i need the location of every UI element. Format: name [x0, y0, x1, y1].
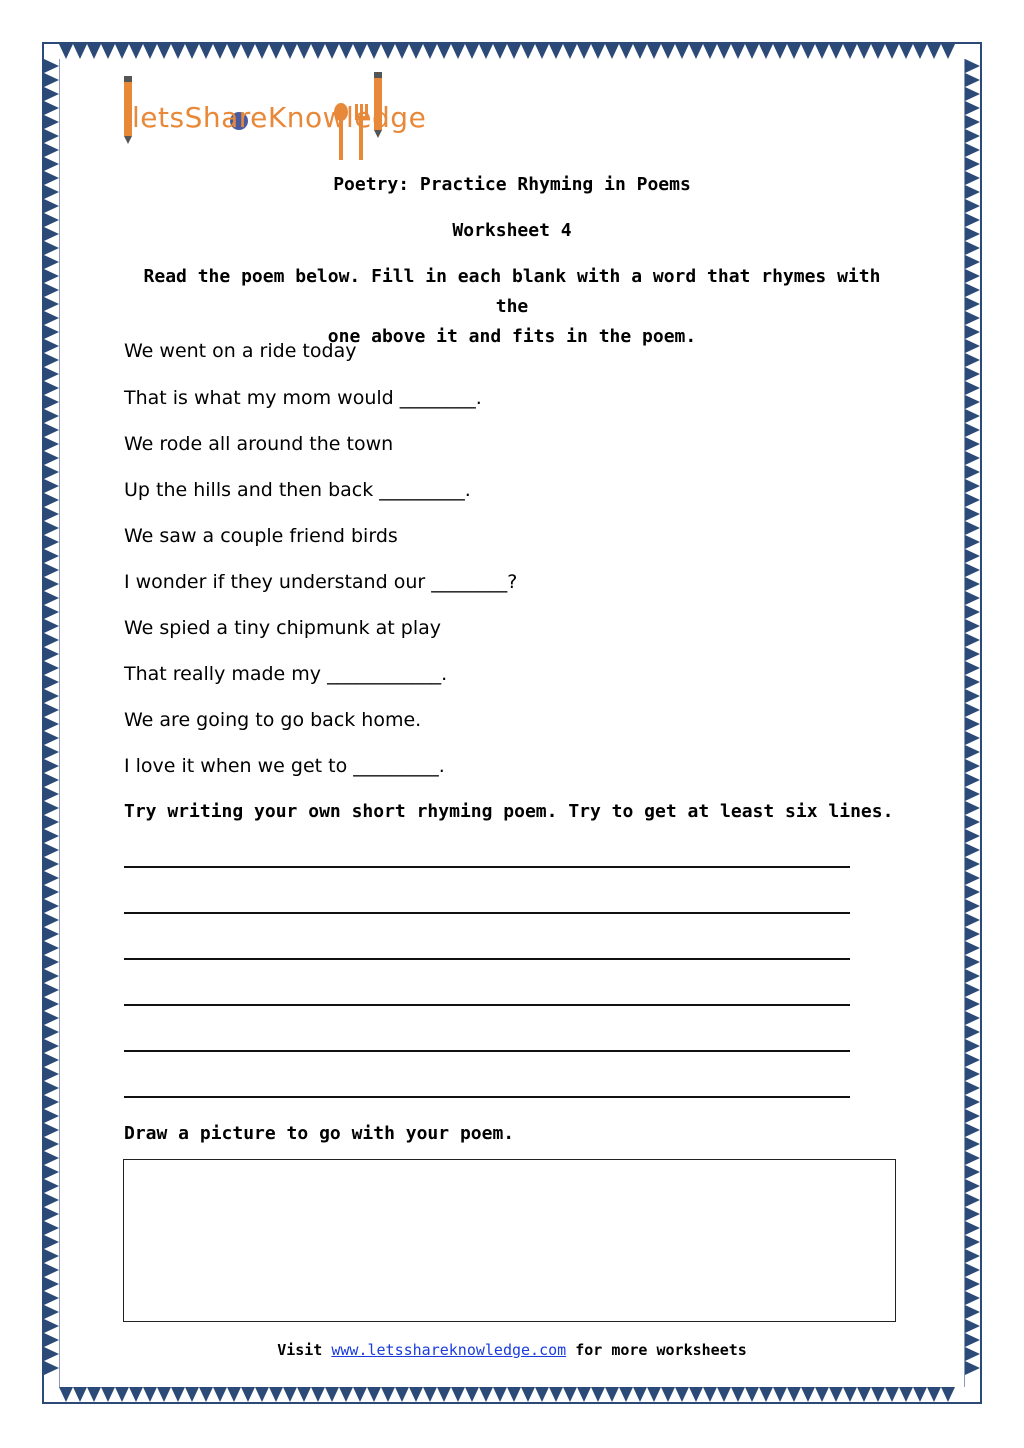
- logo-text: letsShareKnowledge: [132, 101, 427, 134]
- writing-line[interactable]: [124, 958, 850, 960]
- poem-line-text: We spied a tiny chipmunk at play: [124, 617, 441, 639]
- writing-line[interactable]: [124, 1096, 850, 1098]
- page-title: Poetry: Practice Rhyming in Poems: [333, 174, 691, 195]
- poem-line-text: We saw a couple friend birds: [124, 525, 398, 547]
- answer-blank[interactable]: ____________: [327, 663, 442, 685]
- instructions-line-1: Read the poem below. Fill in each blank with a word that rhymes with the: [143, 266, 881, 317]
- worksheet-number: Worksheet 4: [452, 220, 572, 241]
- poem-line: [124, 571, 517, 593]
- writing-prompt: Try writing your own short rhyming poem. Try to get at least six lines.: [124, 801, 894, 822]
- poem-line: [124, 617, 441, 639]
- writing-line[interactable]: [124, 1050, 850, 1052]
- poem-line-text: We are going to go back home.: [124, 709, 422, 731]
- poem-line-text: That is what my mom would: [124, 387, 400, 409]
- answer-blank[interactable]: _________: [353, 755, 439, 777]
- footer-prefix: Visit: [277, 1341, 332, 1359]
- poem-line: [124, 525, 398, 547]
- poem-line: [124, 709, 421, 731]
- poem-line: [124, 479, 471, 501]
- poem-line-text: I wonder if they understand our: [124, 571, 432, 593]
- poem-line-punctuation: ?: [507, 571, 518, 593]
- poem-line: [124, 755, 445, 777]
- poem-line-punctuation: .: [464, 479, 471, 501]
- footer-suffix: for more worksheets: [566, 1341, 747, 1359]
- poem-line: [124, 663, 447, 685]
- poem-line-text: That really made my: [124, 663, 328, 685]
- poem-line: [124, 433, 393, 455]
- poem-line-punctuation: .: [441, 663, 448, 685]
- writing-line[interactable]: [124, 866, 850, 868]
- instructions: [124, 262, 900, 352]
- instructions-line-2: one above it and fits in the poem.: [327, 326, 697, 347]
- poem-line: [124, 340, 356, 362]
- writing-line[interactable]: [124, 912, 850, 914]
- writing-line[interactable]: [124, 1004, 850, 1006]
- poem-line-punctuation: .: [438, 755, 445, 777]
- draw-prompt: Draw a picture to go with your poem.: [124, 1123, 515, 1144]
- drawing-box[interactable]: [123, 1159, 896, 1322]
- footer-link[interactable]: www.letsshareknowledge.com: [331, 1341, 567, 1359]
- poem-line-punctuation: .: [475, 387, 482, 409]
- poem-line-text: We went on a ride today: [124, 340, 357, 362]
- poem-line-text: We rode all around the town: [124, 433, 394, 455]
- answer-blank[interactable]: ________: [431, 571, 508, 593]
- answer-blank[interactable]: ________: [399, 387, 476, 409]
- poem-line: [124, 387, 482, 409]
- site-logo: [118, 66, 468, 166]
- footer: [0, 1341, 1024, 1359]
- poem-line-text: Up the hills and then back: [124, 479, 380, 501]
- poem-line-text: I love it when we get to: [124, 755, 354, 777]
- answer-blank[interactable]: _________: [379, 479, 465, 501]
